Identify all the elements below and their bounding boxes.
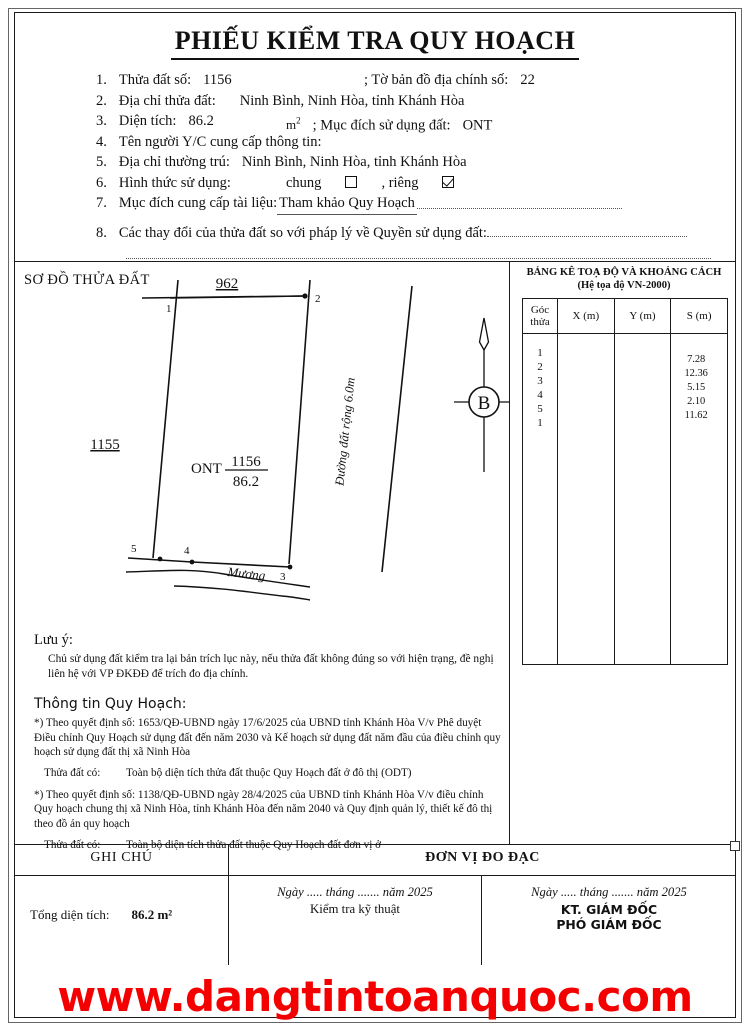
neighbor-north-label: 962 [215,276,239,292]
field-2-label: Địa chỉ thửa đất: [118,92,216,109]
notes-body: Chủ sử dụng đất kiểm tra lại bản trích lục này, nếu thửa đất không đúng so với hiện trạng, đề nghị liên hệ với VP ĐKĐĐ để trích đo địa chính. [48,653,494,680]
coordinate-cell-y [614,334,671,665]
field-area [96,111,736,132]
coordinate-table [522,298,728,665]
notes-column-header: GHI CHÚ [90,850,153,865]
field-1-num: 1. [96,72,107,88]
use-form-shared-label: chung [286,174,322,191]
field-3-num: 3. [96,113,107,129]
field-parcel-address [96,91,736,112]
signature-block [14,845,736,965]
corner-label-2: 2 [315,293,321,305]
parcel-use-label: ONT [191,461,222,477]
technical-check-role: Kiểm tra kỹ thuật [310,902,400,916]
director-role-line1: KT. GIÁM ĐỐC [560,902,658,917]
planning-heading: Thông tin Quy Hoạch: [34,696,187,712]
field-changes [96,214,736,243]
field-parcel-number [96,70,736,91]
field-5-label: Địa chỉ thường trú: [118,154,230,170]
area-unit-label: $m^2$ [286,116,301,133]
director-role-line2: PHÓ GIÁM ĐỐC [556,917,662,932]
planning-item-1-text: *) Theo quyết định số: 1653/QĐ-UBND ngày 17/6/2025 của UBND tỉnh Khánh Hòa V/v Phê duyệt Điều chỉnh Quy Hoạch sử dụng đất đến năm 2030 và Kế hoạch sử dụng đất năm đầu của điều chỉnh quy hoạch sử dụng đất thị xã Ninh Hòa [34,717,501,759]
field-8-num: 8. [96,224,107,241]
parcel-map-area [14,262,510,851]
corner-label-5: 5 [131,543,137,555]
field-1-value2[interactable]: 22 [520,72,535,88]
director-column [482,875,736,965]
field-3-label: Diện tích: [118,113,177,129]
neighbor-west-label: 1155 [90,437,120,453]
map-title: SƠ ĐỒ THỬA ĐẤT [24,272,150,288]
parcel-number-label: 1156 [231,454,261,470]
y-value-list [615,334,671,431]
field-3-value[interactable]: 86.2 [188,113,214,129]
total-area-label: Tổng diện tích: [30,907,110,922]
compass-north-label: B [477,393,491,414]
planning-item-1-sub-key: Thửa đất có: [44,766,101,779]
field-3-label2: ; Mục đích sử dụng đất: [312,117,451,134]
field-list [96,70,736,263]
field-4-num: 4. [96,133,107,150]
use-form-private-label: , riêng [381,174,419,191]
compass-rose [454,318,510,472]
notes-section [34,632,504,851]
director-date: Ngày ..... tháng ....... năm 2025 [531,885,687,899]
measuring-unit-header: ĐƠN VỊ ĐO ĐẠC [425,850,540,865]
field-1-label: Thửa đất số: [118,72,192,88]
coordinate-table-title-line1: BẢNG KÊ TOẠ ĐỘ VÀ KHOẢNG CÁCH [526,267,722,278]
field-1-value[interactable]: 1156 [203,72,232,88]
road-label: Đường đất rộng 6.0m [332,376,358,487]
notes-heading: Lưu ý: [34,632,73,648]
coordinate-cell-corners [523,334,558,665]
field-8-dotted-fill[interactable] [487,224,687,237]
field-changes-second-line [96,243,736,264]
corner-label-4: 4 [184,545,190,557]
field-use-form [96,173,736,194]
checkbox-private[interactable] [442,176,454,188]
field-7-dotted-fill [417,196,622,209]
field-8-dotted-fill-2[interactable] [126,246,711,259]
coordinate-cell-x [558,334,615,665]
coordinate-table-title [518,266,730,292]
field-7-num: 7. [96,195,107,211]
coordinate-cell-s [671,334,728,665]
field-5-value[interactable]: Ninh Bình, Ninh Hòa, tỉnh Khánh Hòa [241,154,467,170]
planning-item-2-text: *) Theo quyết định số: 1138/QĐ-UBND ngày 28/4/2025 của UBND tỉnh Khánh Hòa V/v điều chỉnh Quy hoạch chung thị xã Ninh Hòa, tỉnh Khánh Hòa đến năm 2040 và Quy định quản lý, thiết kế đô thị theo đồ án quy hoạch [34,788,493,830]
corner-number-list: 1 2 3 4 5 1 [537,347,543,430]
field-6-label: Hình thức sử dụng: [118,174,231,191]
field-purpose [96,193,736,214]
coordinate-header-x: X (m) [558,299,615,334]
header-block [14,12,736,262]
parcel-diagram [14,262,510,602]
field-8-label: Các thay đổi của thửa đất so với pháp lý về Quyền sử dụng đất: [118,224,487,241]
planning-item-1-sub [44,767,504,779]
parcel-area-label: 86.2 [232,474,260,490]
planning-item-2-sub-key: Thửa đất có: [44,838,101,851]
watermark: www.dangtintoanquoc.com [57,971,693,1021]
corner-label-3: 3 [280,571,286,583]
coordinate-table-body-row [523,334,728,665]
total-area-value: 86.2 m² [131,907,173,922]
corner-label-1: 1 [166,303,172,315]
x-value-list [558,334,614,431]
ditch-label: Mương [226,564,267,583]
field-requester-name [96,132,736,153]
field-7-label: Mục đích cung cấp tài liệu: [118,195,278,211]
field-3-value2[interactable]: ONT [462,117,493,134]
coordinate-table-title-line2: (Hệ tọa độ VN-2000) [577,280,671,291]
coordinate-table-area [510,262,736,845]
planning-item-1-sub-value: Toàn bộ diện tích thửa đất thuộc Quy Hoạch đất ở đô thị (ODT) [126,766,412,779]
field-4-label: Tên người Y/C cung cấp thông tin: [118,133,322,150]
planning-item-2-sub-value: Toàn bộ diện tích thửa đất thuộc Quy Hoạch đất đơn vị ở [126,838,382,851]
checkbox-shared[interactable] [345,176,357,188]
s-value-list: 7.28 12.36 5.15 2.10 11.62 [684,354,708,422]
field-2-num: 2. [96,92,107,109]
field-6-num: 6. [96,174,107,191]
total-area-row [30,907,172,923]
technical-check-date: Ngày ..... tháng ....... năm 2025 [277,885,433,899]
field-2-value[interactable]: Ninh Bình, Ninh Hòa, tỉnh Khánh Hòa [239,92,465,109]
field-1-label2: ; Tờ bản đồ địa chính số: [364,72,509,88]
page-title [14,26,736,60]
field-7-value[interactable]: Tham khảo Quy Hoạch [277,193,417,215]
field-map-sheet [364,70,535,91]
page-title-text: PHIẾU KIỂM TRA QUY HOẠCH [171,26,580,60]
use-form-options [286,173,454,194]
field-residence-address [96,152,736,173]
coordinate-table-header-row [523,299,728,334]
coordinate-header-s: S (m) [671,299,728,334]
coordinate-header-corner: Góc thửa [523,299,558,334]
field-5-num: 5. [96,154,107,170]
coordinate-header-y: Y (m) [614,299,671,334]
technical-check-column [229,875,482,965]
